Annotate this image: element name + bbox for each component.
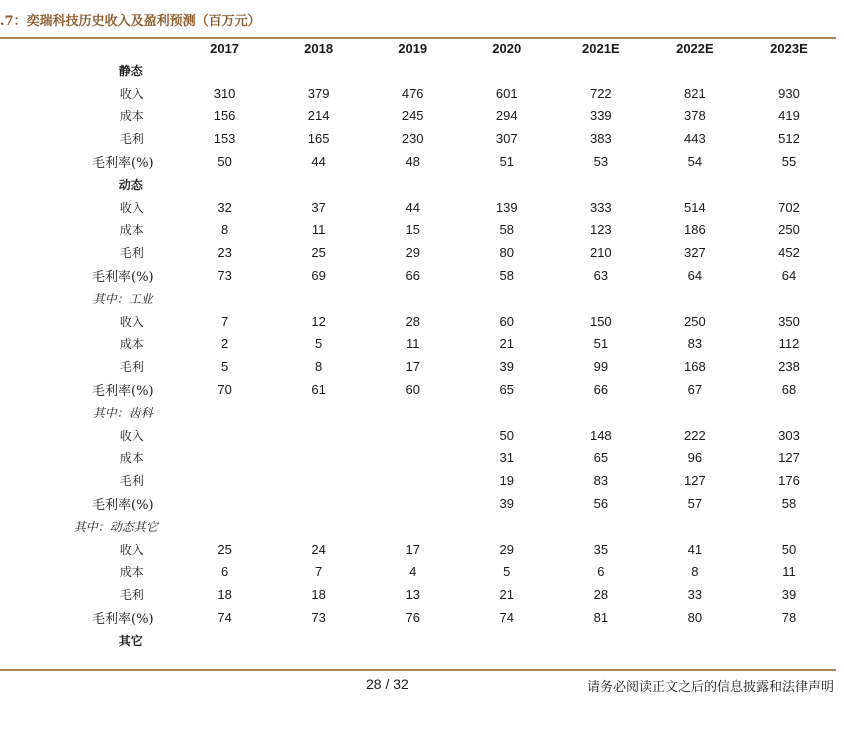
value-cell	[742, 629, 836, 652]
value-cell: 60	[405, 382, 420, 398]
value-cell: 54	[687, 154, 703, 170]
value-cell	[272, 447, 366, 470]
table-row	[0, 264, 836, 287]
value-cell: 6	[220, 564, 229, 580]
value-cell: 33	[687, 587, 703, 603]
row-label: 收入	[119, 314, 144, 329]
value-cell	[554, 59, 648, 82]
value-cell: 28	[593, 587, 609, 603]
value-cell	[554, 629, 648, 652]
value-cell: 11	[405, 336, 420, 352]
value-cell: 722	[589, 85, 612, 101]
value-cell	[178, 401, 272, 424]
row-label: 毛利	[119, 246, 144, 261]
value-cell	[178, 173, 272, 196]
value-cell: 307	[495, 131, 518, 147]
value-cell: 4	[409, 564, 417, 580]
value-cell	[366, 287, 460, 310]
value-cell: 210	[589, 245, 612, 261]
table-row	[0, 515, 836, 538]
table-row	[0, 538, 836, 561]
row-label: 毛利	[119, 132, 144, 147]
value-cell: 44	[405, 199, 420, 215]
row-label: 成本	[119, 337, 144, 352]
value-cell: 44	[311, 154, 326, 170]
table-row	[0, 469, 836, 492]
column-header: 2018	[304, 41, 334, 56]
header-row	[0, 38, 836, 59]
table-row	[0, 424, 836, 447]
value-cell	[554, 287, 648, 310]
value-cell: 57	[687, 496, 703, 512]
value-cell: 443	[684, 131, 706, 147]
value-cell: 48	[405, 154, 420, 170]
table-row	[0, 219, 836, 242]
value-cell: 601	[495, 85, 518, 101]
value-cell: 12	[311, 313, 326, 329]
value-cell: 25	[217, 541, 232, 557]
value-cell	[178, 492, 272, 515]
row-label: 毛利率(%)	[92, 612, 154, 628]
table-row	[0, 333, 836, 356]
value-cell: 930	[778, 85, 800, 101]
table-row	[0, 287, 836, 310]
value-cell	[742, 173, 836, 196]
table-row	[0, 310, 836, 333]
table-row	[0, 561, 836, 584]
value-cell: 55	[781, 154, 797, 170]
table-row	[0, 196, 836, 219]
value-cell: 37	[311, 199, 326, 215]
table-row	[0, 355, 836, 378]
value-cell: 32	[217, 199, 232, 215]
table-title: .7：奕瑞科技历史收入及盈利预测（百万元）	[0, 14, 261, 29]
bottom-divider	[0, 669, 836, 671]
value-cell	[460, 515, 554, 538]
value-cell	[742, 287, 836, 310]
value-cell: 41	[687, 541, 703, 557]
table-row	[0, 401, 836, 424]
row-label: 其中：齿科	[92, 405, 153, 420]
value-cell: 165	[307, 131, 330, 147]
value-cell: 452	[778, 245, 800, 261]
row-label: 成本	[119, 451, 144, 466]
value-cell: 238	[778, 359, 800, 375]
column-header: 2022E	[676, 41, 714, 56]
value-cell: 61	[311, 382, 326, 398]
value-cell: 56	[593, 496, 609, 512]
row-label: 动态	[118, 177, 143, 192]
value-cell	[554, 515, 648, 538]
value-cell: 58	[781, 496, 797, 512]
value-cell	[460, 287, 554, 310]
value-cell: 21	[499, 336, 514, 352]
value-cell: 80	[687, 610, 703, 626]
value-cell: 29	[499, 541, 514, 557]
value-cell: 28	[405, 313, 420, 329]
table-row	[0, 629, 836, 652]
value-cell: 67	[687, 382, 703, 398]
value-cell: 5	[503, 564, 511, 580]
value-cell: 8	[315, 359, 323, 375]
value-cell	[742, 515, 836, 538]
column-header: 2021E	[582, 41, 620, 56]
table-row	[0, 492, 836, 515]
value-cell	[366, 629, 460, 652]
value-cell: 139	[495, 199, 518, 215]
row-label: 静态	[118, 63, 143, 78]
value-cell: 303	[778, 427, 800, 443]
value-cell: 50	[499, 427, 514, 443]
row-label: 毛利	[119, 588, 144, 603]
value-cell	[460, 401, 554, 424]
value-cell	[648, 173, 742, 196]
value-cell: 35	[593, 541, 609, 557]
value-cell: 83	[687, 336, 703, 352]
value-cell: 50	[217, 154, 232, 170]
value-cell: 64	[781, 268, 797, 284]
value-cell	[178, 59, 272, 82]
value-cell: 99	[593, 359, 609, 375]
value-cell: 66	[405, 268, 420, 284]
value-cell: 60	[499, 313, 514, 329]
value-cell: 21	[499, 587, 514, 603]
value-cell: 50	[781, 541, 797, 557]
value-cell	[272, 424, 366, 447]
column-header: 2017	[210, 41, 240, 56]
value-cell: 63	[593, 268, 609, 284]
table-row	[0, 82, 836, 105]
row-label: 其中：工业	[92, 291, 153, 306]
value-cell: 383	[589, 131, 612, 147]
value-cell: 25	[311, 245, 326, 261]
value-cell: 39	[499, 496, 514, 512]
value-cell: 80	[499, 245, 514, 261]
value-cell	[366, 447, 460, 470]
value-cell: 378	[684, 108, 706, 124]
value-cell	[272, 629, 366, 652]
header-label-cell	[0, 38, 178, 59]
table-row	[0, 241, 836, 264]
value-cell: 81	[593, 610, 609, 626]
value-cell	[366, 469, 460, 492]
row-label: 毛利	[119, 474, 144, 489]
row-label: 收入	[119, 200, 144, 215]
row-label: 收入	[119, 86, 144, 101]
value-cell: 18	[311, 587, 326, 603]
value-cell: 222	[684, 427, 706, 443]
table-row	[0, 447, 836, 470]
value-cell: 250	[778, 222, 800, 238]
value-cell	[178, 515, 272, 538]
value-cell	[272, 492, 366, 515]
value-cell	[460, 629, 554, 652]
value-cell: 419	[778, 108, 800, 124]
value-cell: 73	[311, 610, 326, 626]
value-cell: 339	[589, 108, 612, 124]
financial-table	[0, 38, 836, 652]
value-cell	[178, 424, 272, 447]
table-row	[0, 59, 836, 82]
row-label: 毛利	[119, 360, 144, 375]
value-cell	[272, 401, 366, 424]
value-cell	[366, 173, 460, 196]
value-cell: 512	[778, 131, 800, 147]
value-cell: 476	[401, 85, 424, 101]
value-cell: 19	[499, 473, 514, 489]
value-cell: 230	[401, 131, 424, 147]
value-cell: 69	[311, 268, 326, 284]
row-label: 成本	[119, 565, 144, 580]
value-cell	[460, 59, 554, 82]
value-cell: 294	[495, 108, 518, 124]
value-cell: 39	[781, 587, 797, 603]
value-cell	[178, 287, 272, 310]
value-cell: 112	[778, 336, 800, 352]
value-cell: 73	[217, 268, 232, 284]
value-cell	[272, 59, 366, 82]
value-cell	[648, 515, 742, 538]
column-header: 2019	[398, 41, 428, 56]
value-cell: 17	[405, 541, 420, 557]
value-cell: 15	[405, 222, 420, 238]
value-cell: 23	[217, 245, 232, 261]
value-cell: 31	[499, 450, 514, 466]
value-cell	[648, 59, 742, 82]
value-cell: 51	[593, 336, 609, 352]
value-cell: 74	[499, 610, 514, 626]
value-cell: 78	[781, 610, 797, 626]
value-cell: 379	[307, 85, 330, 101]
value-cell: 153	[213, 131, 236, 147]
value-cell: 327	[684, 245, 706, 261]
value-cell: 66	[593, 382, 609, 398]
value-cell: 214	[307, 108, 330, 124]
value-cell: 70	[217, 382, 232, 398]
value-cell: 68	[781, 382, 797, 398]
value-cell	[272, 287, 366, 310]
table-row	[0, 378, 836, 401]
value-cell: 176	[778, 473, 800, 489]
value-cell: 2	[220, 336, 229, 352]
value-cell: 65	[499, 382, 514, 398]
row-label: 成本	[119, 109, 144, 124]
value-cell	[366, 492, 460, 515]
value-cell: 8	[691, 564, 699, 580]
value-cell: 11	[782, 564, 796, 580]
row-label: 收入	[119, 428, 144, 443]
value-cell	[272, 515, 366, 538]
value-cell	[366, 424, 460, 447]
value-cell: 333	[589, 199, 612, 215]
value-cell	[272, 173, 366, 196]
value-cell: 39	[499, 359, 514, 375]
value-cell: 156	[213, 108, 236, 124]
value-cell: 29	[405, 245, 420, 261]
value-cell	[554, 173, 648, 196]
value-cell: 5	[315, 336, 323, 352]
value-cell	[366, 59, 460, 82]
page-number: 28 / 32	[366, 676, 409, 692]
value-cell: 7	[220, 313, 229, 329]
value-cell: 7	[315, 564, 323, 580]
value-cell: 11	[311, 222, 326, 238]
value-cell: 17	[405, 359, 420, 375]
value-cell	[178, 447, 272, 470]
column-header: 2020	[492, 41, 522, 56]
value-cell	[178, 469, 272, 492]
row-label: 成本	[119, 223, 144, 238]
disclaimer-note: 请务必阅读正文之后的信息披露和法律声明	[586, 680, 834, 695]
value-cell: 76	[405, 610, 420, 626]
value-cell: 350	[778, 313, 800, 329]
table-row	[0, 173, 836, 196]
table-row	[0, 583, 836, 606]
table-row	[0, 606, 836, 629]
value-cell	[460, 173, 554, 196]
value-cell: 65	[593, 450, 609, 466]
value-cell: 18	[217, 587, 232, 603]
value-cell: 310	[213, 85, 236, 101]
value-cell	[648, 629, 742, 652]
value-cell	[742, 401, 836, 424]
value-cell: 53	[593, 154, 609, 170]
row-label: 收入	[119, 542, 144, 557]
value-cell: 13	[405, 587, 420, 603]
value-cell: 74	[217, 610, 232, 626]
value-cell	[366, 515, 460, 538]
value-cell: 5	[220, 359, 229, 375]
value-cell: 514	[684, 199, 706, 215]
row-label: 毛利率(%)	[92, 384, 154, 400]
row-label: 毛利率(%)	[92, 156, 154, 172]
value-cell	[366, 401, 460, 424]
value-cell: 245	[401, 108, 424, 124]
value-cell: 58	[499, 268, 514, 284]
table-row	[0, 127, 836, 150]
value-cell: 123	[589, 222, 612, 238]
column-header: 2023E	[770, 41, 808, 56]
value-cell: 150	[589, 313, 612, 329]
value-cell	[272, 469, 366, 492]
value-cell: 168	[684, 359, 706, 375]
value-cell: 821	[684, 85, 706, 101]
value-cell: 83	[593, 473, 609, 489]
table-row	[0, 150, 836, 173]
value-cell: 127	[684, 473, 706, 489]
value-cell: 6	[597, 564, 605, 580]
value-cell: 127	[778, 450, 800, 466]
value-cell: 58	[499, 222, 514, 238]
value-cell: 8	[220, 222, 229, 238]
value-cell: 64	[687, 268, 703, 284]
value-cell	[554, 401, 648, 424]
value-cell: 51	[499, 154, 514, 170]
row-label: 其它	[118, 633, 143, 648]
value-cell: 24	[311, 541, 326, 557]
row-label: 其中：动态其它	[73, 519, 158, 534]
value-cell: 148	[589, 427, 612, 443]
value-cell	[178, 629, 272, 652]
value-cell: 702	[778, 199, 800, 215]
value-cell: 96	[687, 450, 703, 466]
value-cell: 186	[684, 222, 706, 238]
row-label: 毛利率(%)	[92, 270, 154, 286]
value-cell	[742, 59, 836, 82]
value-cell	[648, 401, 742, 424]
table-row	[0, 105, 836, 128]
value-cell	[648, 287, 742, 310]
row-label: 毛利率(%)	[92, 498, 154, 514]
value-cell: 250	[684, 313, 706, 329]
